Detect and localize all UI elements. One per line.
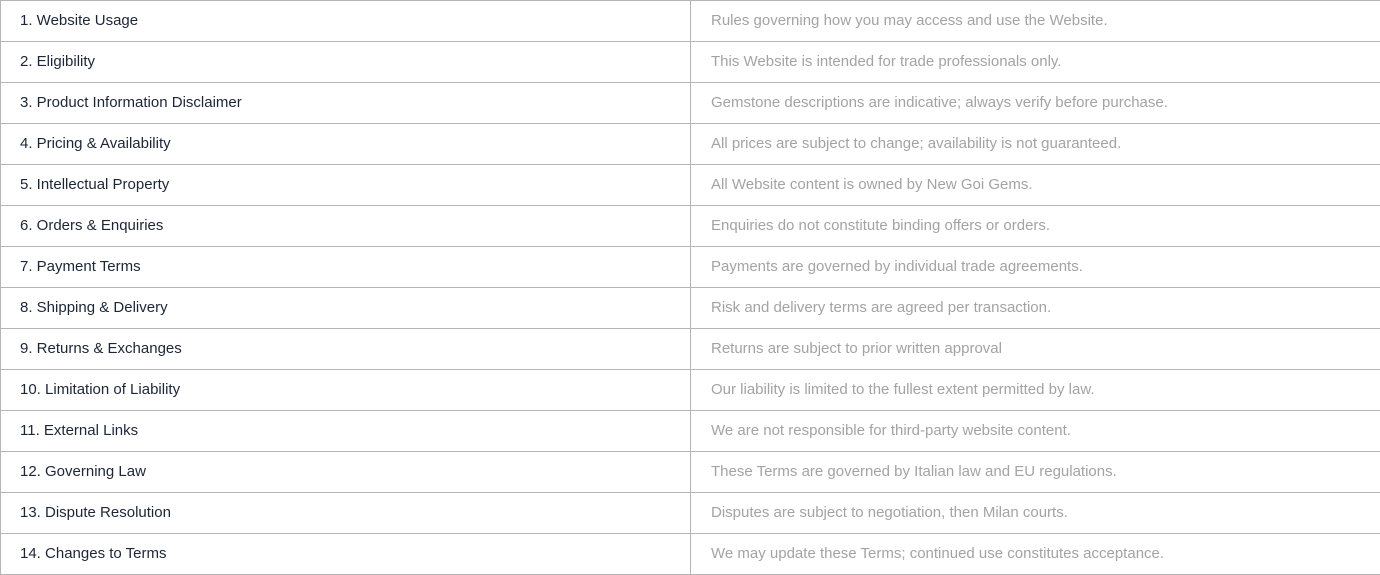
table-row (1, 329, 1380, 370)
table-row (1, 165, 1380, 206)
table-row (1, 534, 1380, 575)
term-title: 3. Product Information Disclaimer (1, 83, 691, 124)
term-title: 14. Changes to Terms (1, 534, 691, 575)
term-description: We may update these Terms; continued use constitutes acceptance. (691, 534, 1380, 575)
term-description: Our liability is limited to the fullest extent permitted by law. (691, 370, 1380, 411)
table-row (1, 83, 1380, 124)
term-description: Rules governing how you may access and use the Website. (691, 1, 1380, 42)
term-description: All Website content is owned by New Goi Gems. (691, 165, 1380, 206)
term-title: 2. Eligibility (1, 42, 691, 83)
term-description: Risk and delivery terms are agreed per transaction. (691, 288, 1380, 329)
term-description: These Terms are governed by Italian law and EU regulations. (691, 452, 1380, 493)
term-title: 1. Website Usage (1, 1, 691, 42)
term-title: 10. Limitation of Liability (1, 370, 691, 411)
table-row (1, 1, 1380, 42)
term-description: All prices are subject to change; availability is not guaranteed. (691, 124, 1380, 165)
term-title: 13. Dispute Resolution (1, 493, 691, 534)
term-description: Gemstone descriptions are indicative; always verify before purchase. (691, 83, 1380, 124)
table-row (1, 247, 1380, 288)
term-description: Payments are governed by individual trade agreements. (691, 247, 1380, 288)
term-title: 9. Returns & Exchanges (1, 329, 691, 370)
table-row (1, 124, 1380, 165)
term-title: 8. Shipping & Delivery (1, 288, 691, 329)
term-description: Enquiries do not constitute binding offers or orders. (691, 206, 1380, 247)
term-title: 12. Governing Law (1, 452, 691, 493)
table-row (1, 493, 1380, 534)
term-description: Disputes are subject to negotiation, then Milan courts. (691, 493, 1380, 534)
table-row (1, 42, 1380, 83)
term-title: 6. Orders & Enquiries (1, 206, 691, 247)
table-row (1, 411, 1380, 452)
term-title: 4. Pricing & Availability (1, 124, 691, 165)
table-row (1, 452, 1380, 493)
table-row (1, 370, 1380, 411)
table-row (1, 288, 1380, 329)
term-description: This Website is intended for trade professionals only. (691, 42, 1380, 83)
term-description: We are not responsible for third-party website content. (691, 411, 1380, 452)
terms-table-body (1, 1, 1380, 575)
term-title: 7. Payment Terms (1, 247, 691, 288)
term-description: Returns are subject to prior written approval (691, 329, 1380, 370)
table-row (1, 206, 1380, 247)
term-title: 5. Intellectual Property (1, 165, 691, 206)
term-title: 11. External Links (1, 411, 691, 452)
